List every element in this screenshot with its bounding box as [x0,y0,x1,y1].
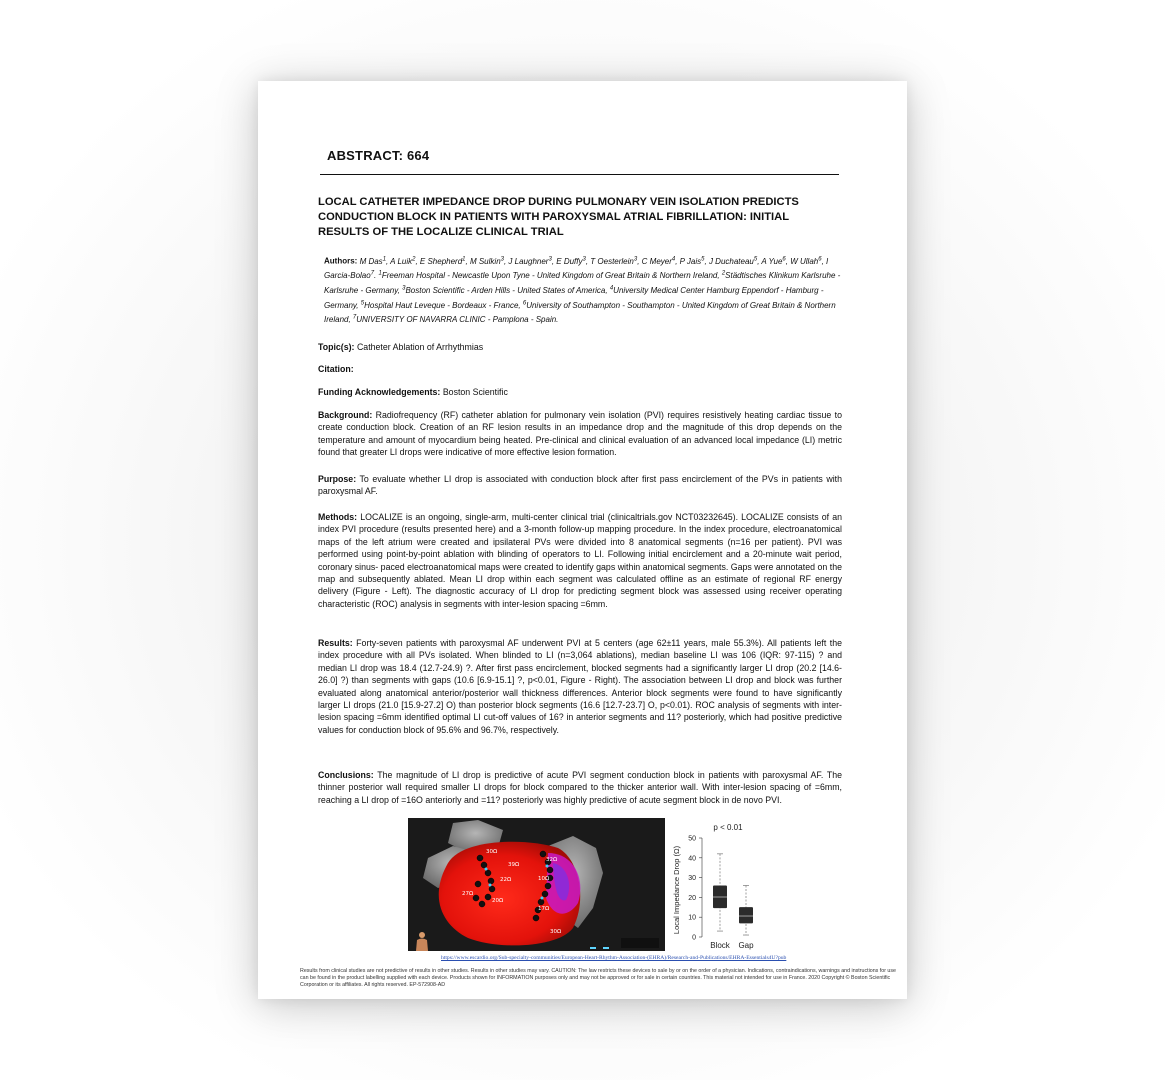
author-entry: University Medical Center Hamburg Eppendorf - Hamburg - Germany, [324,285,824,310]
y-tick-label: 0 [692,934,696,942]
results-label: Results: [318,638,353,648]
y-tick-label: 10 [688,914,696,922]
lesion-label-8: 17Ω [538,906,550,912]
iqr-box [739,907,753,923]
results-text: Forty-seven patients with paroxysmal AF underwent PVI at 5 centers (age 62±11 years, male 55.3%). All patients left the index procedure with all PVs isolated. When blinded to LI (n=3,064 ablations), median baseline LI was 106 (IQR: 97-115) ? and median LI drop was 18.4 (12.7-24.9) ?. After first pass encirclement, blocked segments had a significantly larger LI drop (20.2 [14.6-26.0] ?) than segments with gaps (10.6 [6.9-15.1] ?, p<0.01, Figure - Right). The association between LI drop and block was further evaluated along anatomical anterior/posterior wall thickness differences. Anterior block segments were found to have significantly larger LI drops (21.0 [15.9-27.2] O) than posterior block segments (16.6 [12.7-23.7] O, p<0.01). ROC analysis of segments with inter-lesion spacing =6mm identified optimal LI cut-off values of 16? in anterior segments and 11? posteriorly, which had positive predictive values for conduction block of 95.6% and 96.7%, respectively. [318,638,842,735]
lesion-label-5: 20Ω [492,898,504,904]
author-entry: , E Shepherd [415,256,463,266]
author-entry: , P Jais [675,256,702,266]
y-tick-label: 20 [688,894,696,902]
purpose-label: Purpose: [318,474,357,484]
author-entry: UNIVERSITY OF NAVARRA CLINIC - Pamplona - Spain. [356,315,559,325]
affiliation-number: 3 [500,256,504,262]
author-entry: . [374,271,379,281]
results-paragraph [318,637,842,736]
source-link[interactable]: https://www.escardio.org/Sub-specialty-communities/European-Heart-Rhythm-Association-(EHRA)/Research-and-Publications/EHRA-Essentials4U?pub [441,955,787,961]
affiliation-number: 7 [370,270,375,277]
affiliation-number: 6 [782,256,786,262]
lesion-label-7: 10Ω [538,876,550,882]
lesion-label-4: 27Ω [462,891,474,897]
author-entry: , M Sulkin [465,256,501,266]
abstract-page [258,81,907,999]
affiliation-number: 3 [548,256,552,262]
author-entry: Hospital Haut Leveque - Bordeaux - France, [364,300,523,310]
y-tick-label: 30 [688,875,696,883]
background-paragraph [318,409,842,459]
legal-disclaimer: Results from clinical studies are not predictive of results in other studies. Results in other studies may vary. CAUTION: The law restricts these devices to sale by or on the order of a physician. Indications, contraindications, warnings and instructions for use can be found in the product labelling supplied with each device. Products shown for INFORMATION purposes only and may not be approved or for sale in certain countries. This material not intended for use in France. 2020 Copyright © Boston Scientific Corporation or its affiliates. All rights reserved. EP-572908-AD [300,968,896,988]
affiliation-number: 5 [360,299,365,306]
conclusions-label: Conclusions: [318,770,374,780]
affiliation-number: 2 [721,270,726,277]
affiliation-number: 6 [818,256,822,262]
author-entry: Boston Scientific - Arden Hills - United States of America, [405,285,610,295]
background-text: Radiofrequency (RF) catheter ablation for pulmonary vein isolation (PVI) requires resistively heating cardiac tissue to create conduction block. Creation of an RF lesion results in an impedance drop and the magnitude of this drop depends on the temperature and amount of myocardium being heated. Pre-clinical and clinical evaluation of an advanced local impedance (LI) metric found that greater LI drops were indicative of more effective lesion formation. [318,410,842,458]
topic-label: Topic(s): [318,342,355,352]
electroanatomical-map-image [408,818,665,951]
x-category-label: Gap [738,941,754,950]
affiliation-number: 1 [382,256,387,262]
map-illustration [408,818,665,951]
author-entry: , A Yue [757,256,783,266]
author-entry: , W Ullah [785,256,819,266]
affiliation-number: 1 [378,270,382,277]
affiliation-number: 1 [462,256,466,262]
x-category-label: Block [710,941,730,950]
affiliation-number: 5 [753,256,758,262]
funding-line [318,386,842,398]
purpose-paragraph [318,473,842,498]
author-entry: , T Oesterlein [585,256,634,266]
boxplot-chart [666,818,838,951]
author-entry: University of Southampton - Southampton - United Kingdom of Great Britain & Northern Ireland, [324,300,836,325]
authors-block [324,253,844,326]
author-entry: , J Laughner [503,256,549,266]
citation-line [318,363,842,375]
y-tick-label: 40 [688,855,696,863]
methods-label: Methods: [318,512,358,522]
author-entry: , J Duchateau [704,256,754,266]
topic-line [318,341,842,353]
affiliation-number: 4 [671,256,676,262]
boxplot-svg [666,818,838,951]
lesion-label-9: 30Ω [550,929,562,935]
p-value-label: p < 0.01 [713,823,743,832]
background-label: Background: [318,410,373,420]
author-entry: , E Duffy [551,256,583,266]
box-gap [739,886,753,936]
author-entry: , A Luik [386,256,413,266]
affiliation-number: 7 [352,314,357,321]
abstract-title: LOCAL CATHETER IMPEDANCE DROP DURING PULMONARY VEIN ISOLATION PREDICTS CONDUCTION BLOCK IN PATIENTS WITH PAROXYSMAL ATRIAL FIBRILLATION: INITIAL RESULTS OF THE LOCALIZE CLINICAL TRIAL [318,196,799,238]
y-tick-label: 50 [688,835,696,843]
lesion-label-6: 32Ω [546,857,558,863]
conclusions-paragraph [318,769,842,806]
abstract-number: ABSTRACT: 664 [327,148,430,163]
affiliation-number: 3 [402,285,406,292]
author-entry: M Das [359,256,383,266]
methods-paragraph [318,511,842,610]
funding-label: Funding Acknowledgements: [318,387,441,397]
authors-label: Authors: [324,256,358,266]
author-entry: Freeman Hospital - Newcastle Upon Tyne - United Kingdom of Great Britain & Northern Ireland, [381,271,722,281]
lesion-label-1: 30Ω [486,849,498,855]
funding-value: Boston Scientific [442,387,508,397]
author-entry: , C Meyer [637,256,672,266]
purpose-text: To evaluate whether LI drop is associated with conduction block after first pass encirclement of the PVs in patients with paroxysmal AF. [318,474,842,497]
header-divider [320,174,839,175]
affiliation-number: 6 [522,299,527,306]
affiliation-number: 4 [609,285,614,292]
y-axis-label: Local Impedance Drop (Ω) [672,845,681,935]
author-entry: , I Garcia-Bolao [324,256,829,281]
affiliation-number: 2 [412,256,416,262]
lesion-label-2: 39Ω [508,862,520,868]
lesion-label-3: 22Ω [500,877,512,883]
affiliation-number: 3 [582,256,586,262]
authors-list [324,257,840,325]
conclusions-text: The magnitude of LI drop is predictive of acute PVI segment conduction block in patients with paroxysmal AF. The thinner posterior wall required smaller LI drops for block compared to the thicker anterior wall. With inter-lesion spacing of =6mm, reaching a LI drop of =16O anteriorly and =11? posteriorly was highly predictive of acute segment block in de novo PVI. [318,770,842,805]
methods-text: LOCALIZE is an ongoing, single-arm, multi-center clinical trial (clinicaltrials.gov NCT03232645). LOCALIZE consists of an index PVI procedure (results presented here) and a 3-month follow-up mapping procedure. In the index procedure, electroanatomical maps of the left atrium were created and ipsilateral PVs were divided into 8 anatomical segments (n=16 per patient). PVI was performed using point-by-point ablation with blinding of operators to LI. Following initial encirclement and a 20-minute wait period, coronary sinus- paced electroanatomical maps were created to identify gaps within anatomical segments. Gaps were annotated on the map and subsequently ablated. Mean LI drop within each segment was calculated offline as an estimate of regional RF energy delivery (Figure - Left). The diagnostic accuracy of LI drop for predicting segment block was assessed using receiver operating characteristic (ROC) analysis in segments with inter-lesion spacing =6mm. [318,512,842,609]
affiliation-number: 3 [633,256,638,262]
box-block [713,854,727,931]
author-entry: Städtisches Klinikum Karlsruhe - Karlsruhe - Germany, [324,271,841,295]
topic-value: Catheter Ablation of Arrhythmias [356,342,484,352]
affiliation-number: 5 [701,256,705,262]
citation-label: Citation: [318,364,354,374]
